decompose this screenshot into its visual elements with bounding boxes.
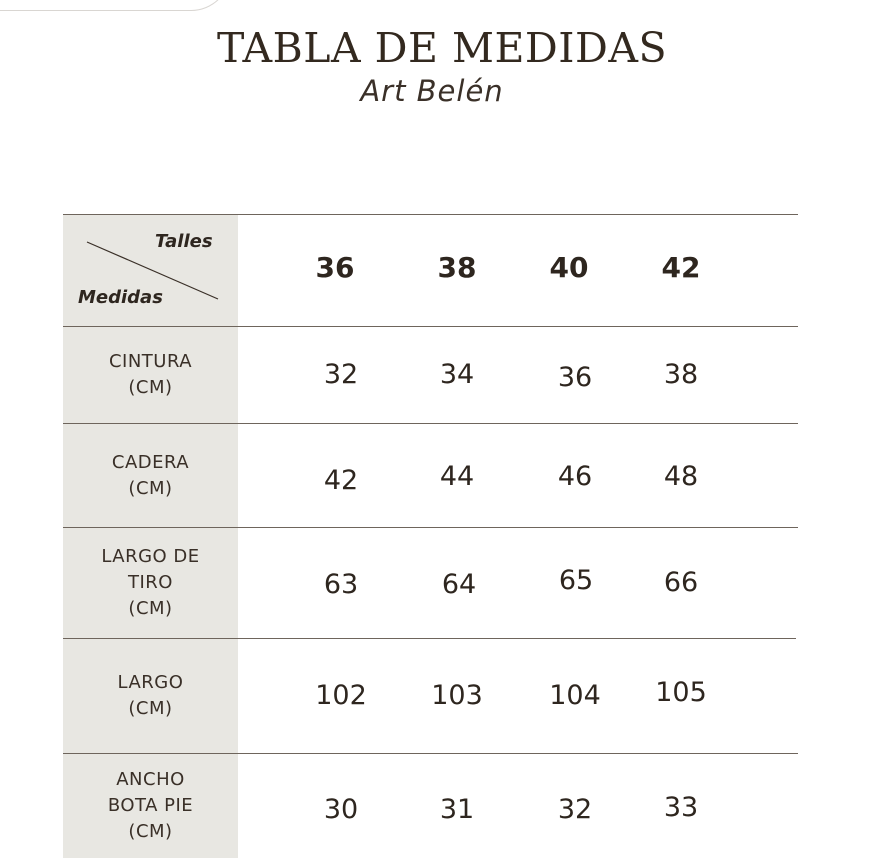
table-row xyxy=(63,326,798,423)
row-label-cintura: CINTURA (CM) xyxy=(63,327,238,423)
table-cell: 42 xyxy=(323,465,359,496)
table-cell: 102 xyxy=(315,680,367,711)
size-table xyxy=(63,214,798,858)
table-header-row xyxy=(63,214,798,326)
row-label-largo-de-tiro: LARGO DE TIRO (CM) xyxy=(63,528,238,638)
table-row xyxy=(63,527,798,638)
table-cell: 31 xyxy=(439,794,475,825)
page-subtitle: Art Belén xyxy=(360,74,504,108)
size-header-42: 42 xyxy=(661,251,701,284)
table-cell: 104 xyxy=(549,680,601,711)
table-row xyxy=(63,638,796,753)
table-cell: 38 xyxy=(663,359,699,390)
row-label-largo: LARGO (CM) xyxy=(63,639,238,753)
table-cell: 33 xyxy=(663,792,699,823)
table-cell: 48 xyxy=(663,461,699,492)
size-header-40: 40 xyxy=(549,251,589,284)
table-cell: 103 xyxy=(431,680,483,711)
table-cell: 46 xyxy=(557,461,593,492)
page-title: TABLA DE MEDIDAS xyxy=(216,24,668,72)
table-cell: 105 xyxy=(655,677,707,708)
row-label-ancho-bota-pie: ANCHO BOTA PIE (CM) xyxy=(63,754,238,858)
table-cell: 30 xyxy=(323,794,359,825)
medidas-label: Medidas xyxy=(78,287,163,308)
table-row xyxy=(63,423,798,527)
table-cell: 32 xyxy=(323,359,359,390)
table-cell: 66 xyxy=(663,567,699,598)
table-cell: 32 xyxy=(557,794,593,825)
table-cell: 36 xyxy=(557,362,593,393)
size-header-36: 36 xyxy=(315,251,355,284)
decorative-corner-arc xyxy=(0,0,231,11)
table-cell: 44 xyxy=(439,461,475,492)
size-header-38: 38 xyxy=(437,251,477,284)
table-row xyxy=(63,753,798,858)
talles-label: Talles xyxy=(155,231,213,252)
table-cell: 64 xyxy=(441,569,477,600)
table-cell: 63 xyxy=(323,569,359,600)
table-cell: 34 xyxy=(439,359,475,390)
table-cell: 65 xyxy=(558,565,594,596)
header-corner-cell xyxy=(63,215,238,326)
row-label-cadera: CADERA (CM) xyxy=(63,424,238,527)
